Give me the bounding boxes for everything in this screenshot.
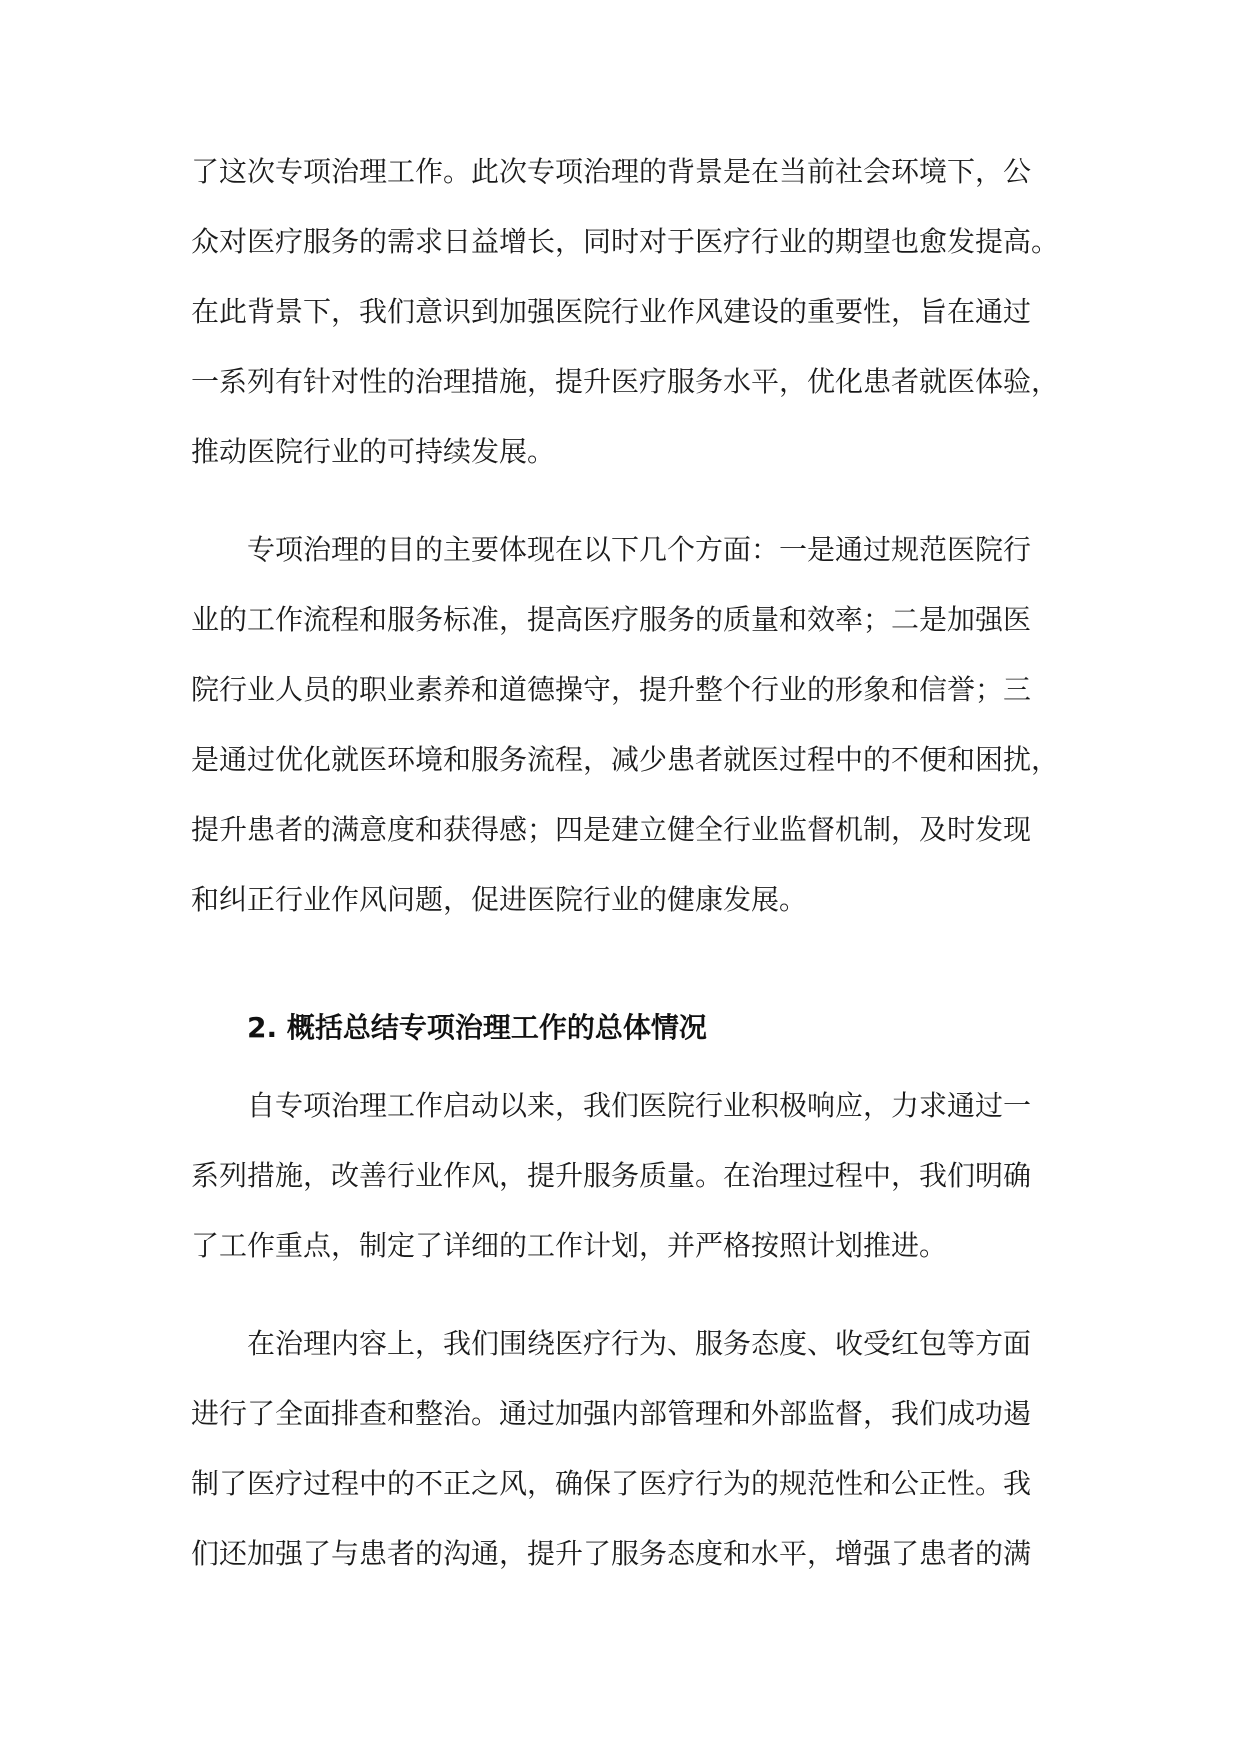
paragraph-line: 业的工作流程和服务标准，提高医疗服务的质量和效率；二是加强医 — [191, 603, 1032, 636]
paragraph-line: 进行了全面排查和整治。通过加强内部管理和外部监督，我们成功遏 — [191, 1397, 1032, 1430]
paragraph-line: 制了医疗过程中的不正之风，确保了医疗行为的规范性和公正性。我 — [191, 1467, 1032, 1500]
paragraph-line: 在此背景下，我们意识到加强医院行业作风建设的重要性，旨在通过 — [191, 295, 1032, 328]
paragraph-line: 和纠正行业作风问题，促进医院行业的健康发展。 — [191, 883, 808, 916]
paragraph-line: 推动医院行业的可持续发展。 — [191, 435, 556, 468]
paragraph-line: 一系列有针对性的治理措施，提升医疗服务水平，优化患者就医体验， — [191, 365, 1060, 398]
paragraph-line: 在治理内容上，我们围绕医疗行为、服务态度、收受红包等方面 — [247, 1327, 1032, 1360]
paragraph-line: 自专项治理工作启动以来，我们医院行业积极响应，力求通过一 — [247, 1089, 1032, 1122]
paragraph-line: 专项治理的目的主要体现在以下几个方面：一是通过规范医院行 — [247, 533, 1032, 566]
paragraph-line: 众对医疗服务的需求日益增长，同时对于医疗行业的期望也愈发提高。 — [191, 225, 1060, 258]
paragraph-line: 了工作重点，制定了详细的工作计划，并严格按照计划推进。 — [191, 1229, 948, 1262]
paragraph-line: 是通过优化就医环境和服务流程，减少患者就医过程中的不便和困扰， — [191, 743, 1060, 776]
section-heading: 2. 概括总结专项治理工作的总体情况 — [247, 1011, 707, 1044]
paragraph-line: 提升患者的满意度和获得感；四是建立健全行业监督机制，及时发现 — [191, 813, 1032, 846]
paragraph-line: 们还加强了与患者的沟通，提升了服务态度和水平，增强了患者的满 — [191, 1537, 1032, 1570]
paragraph-line: 院行业人员的职业素养和道德操守，提升整个行业的形象和信誉；三 — [191, 673, 1032, 706]
paragraph-line: 系列措施，改善行业作风，提升服务质量。在治理过程中，我们明确 — [191, 1159, 1032, 1192]
paragraph-line: 了这次专项治理工作。此次专项治理的背景是在当前社会环境下，公 — [191, 155, 1032, 188]
